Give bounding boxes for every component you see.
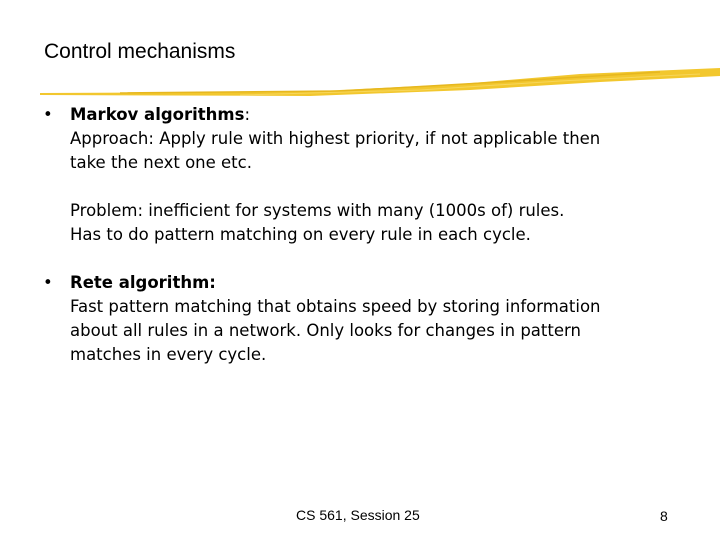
slide-title: Control mechanisms [44,40,236,63]
title-underline-stroke [40,62,720,102]
bullet-line: about all rules in a network. Only looks for changes in pattern [70,321,581,340]
page-number: 8 [660,508,668,524]
bullet-line: Problem: inefficient for systems with many (1000s of) rules. [70,201,565,220]
slide-content [40,103,680,367]
footer-course: CS 561, Session 25 [296,507,420,523]
bullet-dot-icon: • [43,105,53,124]
bullet-line: Approach: Apply rule with highest priority, if not applicable then [70,129,601,148]
bullet-line: Fast pattern matching that obtains speed by storing information [70,297,601,316]
bullet-line: take the next one etc. [70,153,252,172]
bullet-dot-icon: • [43,273,53,292]
bullet-markov [40,103,680,247]
bullet-line: Has to do pattern matching on every rule in each cycle. [70,225,531,244]
bullet-rete [40,271,680,367]
bullet-heading: Rete algorithm: [70,273,216,292]
bullet-heading: Markov algorithms [70,105,245,124]
bullet-line: matches in every cycle. [70,345,267,364]
bullet-heading-suffix: : [244,105,250,124]
